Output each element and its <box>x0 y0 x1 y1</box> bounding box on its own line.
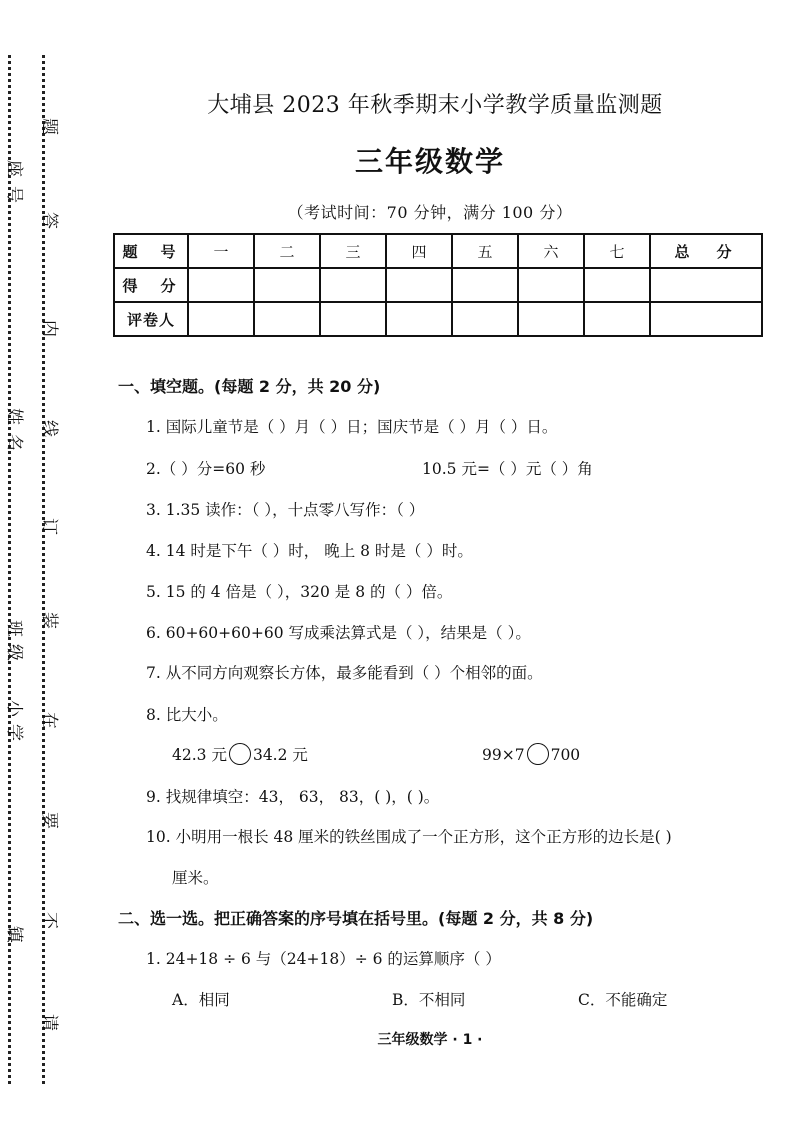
page-footer: 三年级数学 · 1 · <box>377 1032 483 1048</box>
option-c[interactable]: C．不能确定 <box>578 991 668 1009</box>
binding-warning-char: 要 <box>39 812 59 829</box>
binding-warning-char: 题 <box>39 118 59 135</box>
column-header: 二 <box>254 234 320 268</box>
comparison-b <box>482 743 580 765</box>
question-2-part-b: 10.5 元=（ ）元（ ）角 <box>422 460 593 478</box>
binding-label-char: 姓 <box>4 408 24 425</box>
column-header: 五 <box>452 234 518 268</box>
binding-warning-char: 装 <box>39 612 59 629</box>
score-cell[interactable] <box>584 268 650 302</box>
binding-warning-char: 内 <box>39 320 59 337</box>
binding-label-char: 学 <box>4 724 24 741</box>
binding-label-char: 座 <box>4 160 24 177</box>
question-4: 4. 14 时是下午（ ）时， 晚上 8 时是（ ）时。 <box>146 542 473 560</box>
score-cell[interactable] <box>452 268 518 302</box>
score-row <box>114 268 762 302</box>
column-header: 六 <box>518 234 584 268</box>
score-cell[interactable] <box>386 268 452 302</box>
binding-warning-char: 不 <box>39 912 59 929</box>
comparison-a-left: 42.3 元 <box>172 746 227 764</box>
question-1: 1. 国际儿童节是（ ）月（ ）日；国庆节是（ ）月（ ）日。 <box>146 418 558 436</box>
section-1-title: 一、填空题。(每题 2 分，共 20 分) <box>118 377 381 396</box>
row-label: 题 号 <box>114 234 188 268</box>
binding-label-char: 名 <box>4 434 24 451</box>
binding-warning-char: 线 <box>39 420 59 437</box>
option-a[interactable]: A．相同 <box>172 991 230 1009</box>
binding-label-char: 号 <box>4 186 24 203</box>
grader-row <box>114 302 762 336</box>
binding-warning-char: 在 <box>39 712 59 729</box>
grader-cell[interactable] <box>386 302 452 336</box>
column-header: 三 <box>320 234 386 268</box>
grader-cell[interactable] <box>254 302 320 336</box>
comparison-a <box>172 743 308 765</box>
grader-cell[interactable] <box>452 302 518 336</box>
column-header: 四 <box>386 234 452 268</box>
option-b[interactable]: B．不相同 <box>392 991 466 1009</box>
score-cell[interactable] <box>188 268 254 302</box>
score-table <box>113 233 763 337</box>
question-9: 9. 找规律填空：43， 63， 83，( )，( )。 <box>146 788 440 806</box>
binding-warning-char: 请 <box>39 1014 59 1031</box>
column-header: 七 <box>584 234 650 268</box>
grader-cell[interactable] <box>320 302 386 336</box>
question-6: 6. 60+60+60+60 写成乘法算式是（ ），结果是（ ）。 <box>146 624 531 642</box>
binding-label-char: 班 <box>4 620 24 637</box>
compare-circle-blank[interactable] <box>527 743 549 765</box>
row-label: 评卷人 <box>114 302 188 336</box>
section-2-question-1: 1. 24+18 ÷ 6 与（24+18）÷ 6 的运算顺序（ ） <box>146 950 501 968</box>
score-cell[interactable] <box>518 268 584 302</box>
section-2-title: 二、选一选。把正确答案的序号填在括号里。(每题 2 分，共 8 分) <box>118 909 594 928</box>
binding-warning-char: 答 <box>39 212 59 229</box>
question-3: 3. 1.35 读作：（ ），十点零八写作：（ ） <box>146 501 425 519</box>
question-5: 5. 15 的 4 倍是（ ），320 是 8 的（ ）倍。 <box>146 583 453 601</box>
binding-warning-char: 订 <box>39 518 59 535</box>
exam-time-info: （考试时间：70 分钟，满分 100 分） <box>287 203 573 222</box>
exam-title: 大埔县 2023 年秋季期末小学教学质量监测题 <box>207 93 663 118</box>
grader-cell[interactable] <box>584 302 650 336</box>
binding-label-char: 级 <box>4 644 24 661</box>
question-8: 8. 比大小。 <box>146 706 228 724</box>
column-header: 一 <box>188 234 254 268</box>
question-10: 10. 小明用一根长 48 厘米的铁丝围成了一个正方形，这个正方形的边长是( ) <box>146 828 672 846</box>
score-table-header-row <box>114 234 762 268</box>
question-2-part-a: 2.（ ）分=60 秒 <box>146 460 266 478</box>
score-cell[interactable] <box>650 268 762 302</box>
score-cell[interactable] <box>254 268 320 302</box>
grader-cell[interactable] <box>188 302 254 336</box>
question-10-continued: 厘米。 <box>172 869 219 887</box>
grader-cell[interactable] <box>518 302 584 336</box>
binding-label-char: 镇 <box>4 926 24 943</box>
binding-label-char: 小 <box>4 700 24 717</box>
comparison-a-right: 34.2 元 <box>252 746 308 764</box>
comparison-b-right: 700 <box>550 746 581 764</box>
column-header-total: 总 分 <box>650 234 762 268</box>
question-7: 7. 从不同方向观察长方体，最多能看到（ ）个相邻的面。 <box>146 664 543 682</box>
row-label: 得 分 <box>114 268 188 302</box>
grader-cell[interactable] <box>650 302 762 336</box>
compare-circle-blank[interactable] <box>229 743 251 765</box>
comparison-b-left: 99×7 <box>482 746 525 764</box>
score-cell[interactable] <box>320 268 386 302</box>
subject-title: 三年级数学 <box>354 145 505 178</box>
